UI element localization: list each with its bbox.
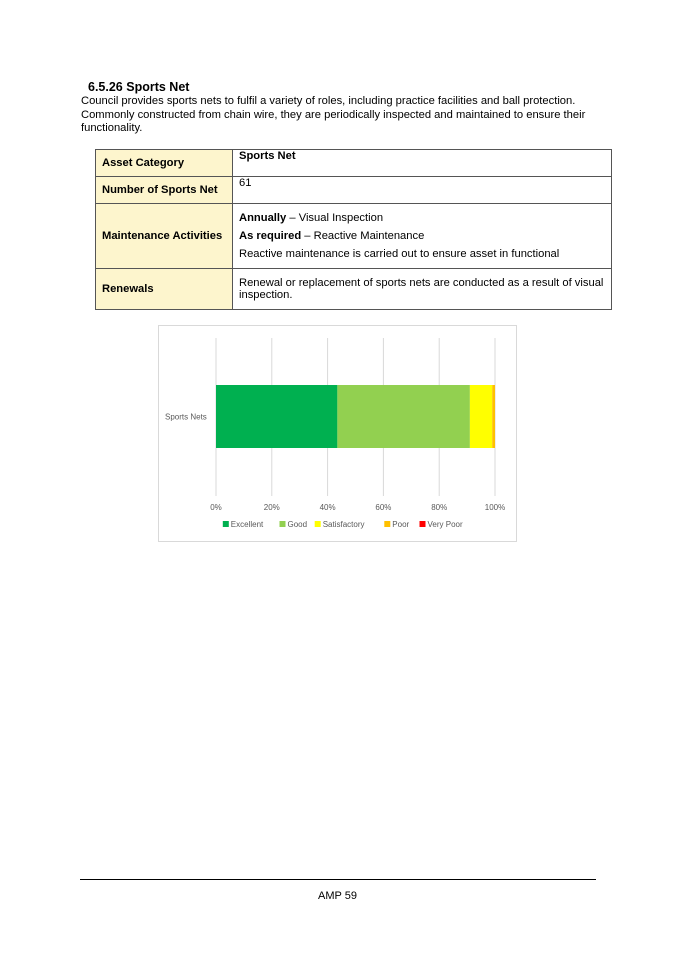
condition-chart [158,325,517,542]
x-tick-label: 60% [375,503,392,512]
asset-category-value [233,150,612,177]
bar-segment-good [337,385,470,448]
page-number: AMP 59 [318,890,357,902]
maintenance-line-2 [239,230,605,242]
legend-swatch [223,521,229,527]
maintenance-line-3: Reactive maintenance is carried out to ensure asset in functional [239,248,560,260]
legend-swatch [384,521,390,527]
legend-swatch [420,521,426,527]
table-row [96,204,612,269]
maintenance-line-2-bold: As required [239,230,302,242]
maintenance-line-1-bold: Annually [239,212,287,224]
bar-segment-satisfactory [470,385,492,448]
x-tick-label: 20% [263,503,280,512]
legend-label: Very Poor [427,520,463,529]
renewals-value: Renewal or replacement of sports nets are conducted as a result of visual inspection. [233,269,612,310]
table-row [96,269,612,310]
intro-text [81,95,606,136]
x-tick-label: 100% [484,503,506,512]
maintenance-line-1-text: – Visual Inspection [286,212,384,224]
maintenance-line-2-text: – Reactive Maintenance [301,230,425,242]
intro-paragraph: Council provides sports nets to fulfil a variety of roles, including practice facilities and ball protection. Commonly constructed from chain wire, they are periodically inspected and maintained to ensure their functionality. [81,95,586,135]
number-value: 61 [233,177,612,204]
condition-chart-svg [159,326,516,541]
legend-label: Excellent [230,520,264,529]
asset-category-text: Sports Net [239,150,296,162]
asset-category-label: Asset Category [96,150,233,177]
category-label: Sports Nets [165,412,207,422]
table-row [96,150,612,177]
legend-label: Good [287,520,308,529]
legend-label: Poor [392,520,410,529]
maintenance-label: Maintenance Activities [96,204,233,269]
legend-swatch [315,521,321,527]
maintenance-value [233,204,612,269]
table-row [96,177,612,204]
x-tick-label: 40% [319,503,336,512]
bar-segment-poor [492,385,495,448]
legend-swatch [280,521,286,527]
legend-label: Satisfactory [322,520,365,529]
footer-divider [80,879,596,880]
asset-info-table [95,149,612,310]
section-title: 6.5.26 Sports Net [88,80,190,94]
bar-segment-excellent [216,385,337,448]
maintenance-line-1 [239,212,605,224]
x-tick-label: 80% [431,503,448,512]
renewals-label: Renewals [96,269,233,310]
number-label: Number of Sports Net [96,177,233,204]
x-tick-label: 0% [210,503,222,512]
